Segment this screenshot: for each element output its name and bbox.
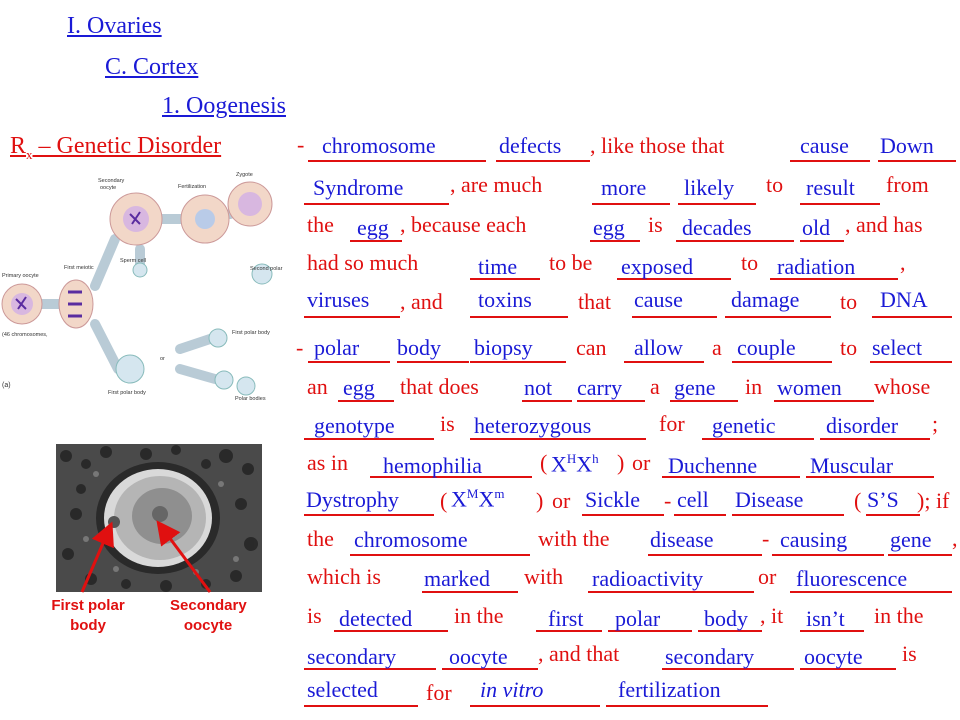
answer: first	[548, 606, 584, 631]
label-first-polar-body: First polar body	[108, 390, 146, 396]
blank	[774, 400, 874, 402]
answer: toxins	[478, 287, 532, 312]
text: or	[758, 564, 777, 589]
answer: egg	[343, 375, 375, 400]
text: that	[578, 289, 611, 314]
blank	[702, 438, 814, 440]
answer: time	[478, 254, 518, 279]
answer: body	[397, 335, 441, 360]
blank	[670, 400, 738, 402]
text: ); if	[917, 488, 950, 513]
blank	[772, 554, 884, 556]
text: with the	[538, 526, 610, 551]
secondary-oocyte-cell	[110, 193, 162, 245]
text: or	[552, 488, 571, 513]
blank	[790, 160, 870, 162]
polar-body-cell	[237, 377, 255, 395]
text: , because each	[400, 212, 527, 237]
answer: more	[601, 175, 647, 200]
answer: S’S	[867, 487, 899, 512]
panel-label: (a)	[2, 382, 11, 389]
micrograph-image	[56, 444, 262, 592]
blank	[678, 203, 756, 205]
polar-body-cell	[215, 371, 233, 389]
text: ;	[932, 411, 939, 436]
label-chrom46: (46 chromosomes,	[2, 332, 48, 338]
text: (	[440, 488, 448, 513]
text: an	[307, 374, 328, 399]
small-polar-body	[133, 263, 147, 277]
answer: detected	[339, 606, 413, 631]
blank	[624, 361, 704, 363]
text: whose	[874, 374, 931, 399]
blank	[800, 203, 880, 205]
blank	[632, 316, 717, 318]
answer: oocyte	[804, 644, 863, 669]
blank	[878, 160, 956, 162]
label-or: or	[160, 356, 165, 362]
answer: couple	[737, 335, 796, 360]
blank	[870, 361, 952, 363]
text: is	[307, 603, 322, 628]
label-polar-degen: Polar bodies	[235, 396, 266, 402]
answer: genetic	[712, 413, 776, 438]
text: a	[650, 374, 660, 399]
answer: polar	[314, 335, 360, 360]
outline-level2: C. Cortex	[105, 54, 199, 80]
blank	[308, 361, 390, 363]
answer: radioactivity	[592, 566, 704, 591]
dash: -	[297, 132, 305, 157]
text: is	[440, 411, 455, 436]
text: in the	[874, 603, 924, 628]
label-secondary-oocyte-micrograph: Secondary oocyte	[170, 597, 247, 634]
blank	[304, 514, 434, 516]
answer: old	[802, 215, 831, 240]
answer: genotype	[314, 413, 395, 438]
answer: in vitro	[480, 677, 544, 702]
answer: decades	[682, 215, 752, 240]
answer: cause	[800, 133, 849, 158]
answer: Duchenne	[668, 453, 758, 478]
answer: cause	[634, 287, 683, 312]
blank	[866, 514, 920, 516]
blank	[674, 514, 726, 516]
text: is	[902, 641, 917, 666]
answer: select	[872, 335, 923, 360]
polar-body-in-micrograph	[108, 516, 120, 528]
answer: disease	[650, 527, 714, 552]
text: )	[536, 488, 544, 513]
text: the	[307, 212, 334, 237]
text: as in	[307, 450, 348, 475]
blank	[422, 591, 518, 593]
answer: exposed	[621, 254, 694, 279]
answer: radiation	[777, 254, 856, 279]
answer: Down	[880, 133, 934, 158]
text: from	[886, 172, 929, 197]
label-primary-oocyte: Primary oocyte	[2, 273, 39, 279]
answer: gene	[674, 375, 716, 400]
oocyte-micrograph	[56, 444, 262, 592]
text: for	[426, 680, 452, 705]
text: had so much	[307, 250, 419, 275]
answer: Sickle	[585, 487, 640, 512]
blank	[397, 361, 469, 363]
answer: oocyte	[449, 644, 508, 669]
polar-body-cell	[209, 329, 227, 347]
answer: DNA	[880, 287, 928, 312]
text: , and has	[845, 212, 923, 237]
answer: result	[806, 175, 855, 200]
blank	[304, 705, 418, 707]
text: (	[854, 488, 862, 513]
text: , are much	[450, 172, 543, 197]
answer: heterozygous	[474, 413, 592, 438]
primary-oocyte-cell	[2, 284, 42, 324]
blank	[304, 316, 400, 318]
text: that does	[400, 374, 479, 399]
text: to be	[549, 250, 593, 275]
blank	[590, 240, 640, 242]
blank	[350, 554, 530, 556]
answer: causing	[780, 527, 848, 552]
answer: body	[704, 606, 748, 631]
text: , like those that	[590, 133, 725, 158]
answer: not	[524, 375, 553, 400]
text: which is	[307, 564, 381, 589]
text: -	[664, 488, 672, 513]
answer: Disease	[735, 487, 804, 512]
blank	[350, 240, 402, 242]
text: in the	[454, 603, 504, 628]
blank	[888, 554, 952, 556]
answer: fluorescence	[796, 566, 908, 591]
blank	[577, 400, 645, 402]
text: (	[540, 450, 548, 475]
blank	[732, 514, 844, 516]
blank	[592, 203, 670, 205]
answer: biopsy	[474, 335, 533, 360]
dash: -	[296, 335, 304, 360]
answer: viruses	[307, 287, 370, 312]
answer: women	[777, 375, 842, 400]
label-first-polar-body-micrograph: First polar body	[51, 597, 125, 634]
text: a	[712, 335, 722, 360]
answer: selected	[307, 677, 378, 702]
outline-level3: 1. Oogenesis	[162, 93, 286, 119]
answer: fertilization	[618, 677, 721, 702]
label-sperm-cell: Sperm cell	[120, 258, 146, 264]
blank	[732, 361, 832, 363]
answer: hemophilia	[383, 453, 482, 478]
answer: secondary	[665, 644, 755, 669]
label-secondary-oocyte-2: oocyte	[100, 185, 117, 191]
answer: defects	[499, 133, 562, 158]
text: to	[741, 250, 759, 275]
blank	[304, 438, 434, 440]
blank	[304, 203, 449, 205]
answer: Syndrome	[313, 175, 404, 200]
blank	[470, 361, 566, 363]
label-zygote: Zygote	[236, 172, 253, 178]
answer: allow	[634, 335, 683, 360]
genotype-xmxm: $X^MX^m$	[451, 486, 505, 512]
answer: chromosome	[354, 527, 468, 552]
text: can	[576, 335, 607, 360]
zygote-cell	[228, 182, 272, 226]
text: ,	[900, 250, 906, 275]
answer: likely	[684, 175, 735, 200]
answer: damage	[731, 287, 800, 312]
blank	[790, 591, 952, 593]
text: )	[617, 450, 625, 475]
text: or	[632, 450, 651, 475]
answer: cell	[677, 487, 709, 512]
text: to	[766, 172, 784, 197]
blank	[470, 705, 600, 707]
blank	[588, 591, 754, 593]
text: in	[745, 374, 763, 399]
label-first-polar-degen: First polar body	[232, 330, 270, 336]
blank	[338, 400, 394, 402]
first-polar-body-cell	[116, 355, 144, 383]
answer: marked	[424, 566, 490, 591]
answer: gene	[890, 527, 932, 552]
blank	[820, 438, 930, 440]
genotype-xhxh: $X^HX^h$	[551, 451, 599, 477]
blank	[308, 160, 486, 162]
disorder-title: $R_x$ – Genetic Disorder	[10, 133, 222, 162]
blank	[606, 705, 768, 707]
blank	[470, 316, 568, 318]
answer: secondary	[307, 644, 397, 669]
answer: polar	[615, 606, 661, 631]
text: ,	[952, 526, 958, 551]
label-secondary-oocyte: Secondary	[98, 178, 125, 184]
blank	[676, 240, 794, 242]
blank	[872, 316, 952, 318]
text: -	[762, 526, 770, 551]
text: , and	[400, 289, 443, 314]
text: the	[307, 526, 334, 551]
text: for	[659, 411, 685, 436]
answer: chromosome	[322, 133, 436, 158]
answer: disorder	[826, 413, 899, 438]
oogenesis-diagram	[0, 164, 290, 404]
text: , and that	[538, 641, 620, 666]
label-fertilization: Fertilization	[178, 184, 207, 190]
answer: isn’t	[806, 606, 845, 631]
label-second-polar: Second polar	[250, 266, 283, 272]
text: with	[524, 564, 564, 589]
blank	[648, 554, 762, 556]
first-meiotic-cell	[59, 280, 93, 328]
blank	[800, 240, 844, 242]
text: to	[840, 335, 858, 360]
answer: egg	[593, 215, 625, 240]
blank	[470, 438, 646, 440]
blank	[725, 316, 831, 318]
blank	[496, 160, 590, 162]
blank	[522, 400, 572, 402]
blank	[582, 514, 664, 516]
fertilization-cell	[181, 195, 229, 243]
outline-level1: I. Ovaries	[67, 13, 162, 39]
answer: carry	[577, 375, 623, 400]
text: is	[648, 212, 663, 237]
text: , it	[760, 603, 784, 628]
text: to	[840, 289, 858, 314]
answer: Muscular	[810, 453, 894, 478]
label-first-meiotic: First meiotic	[64, 265, 94, 271]
answer: Dystrophy	[306, 487, 399, 512]
answer: egg	[357, 215, 389, 240]
